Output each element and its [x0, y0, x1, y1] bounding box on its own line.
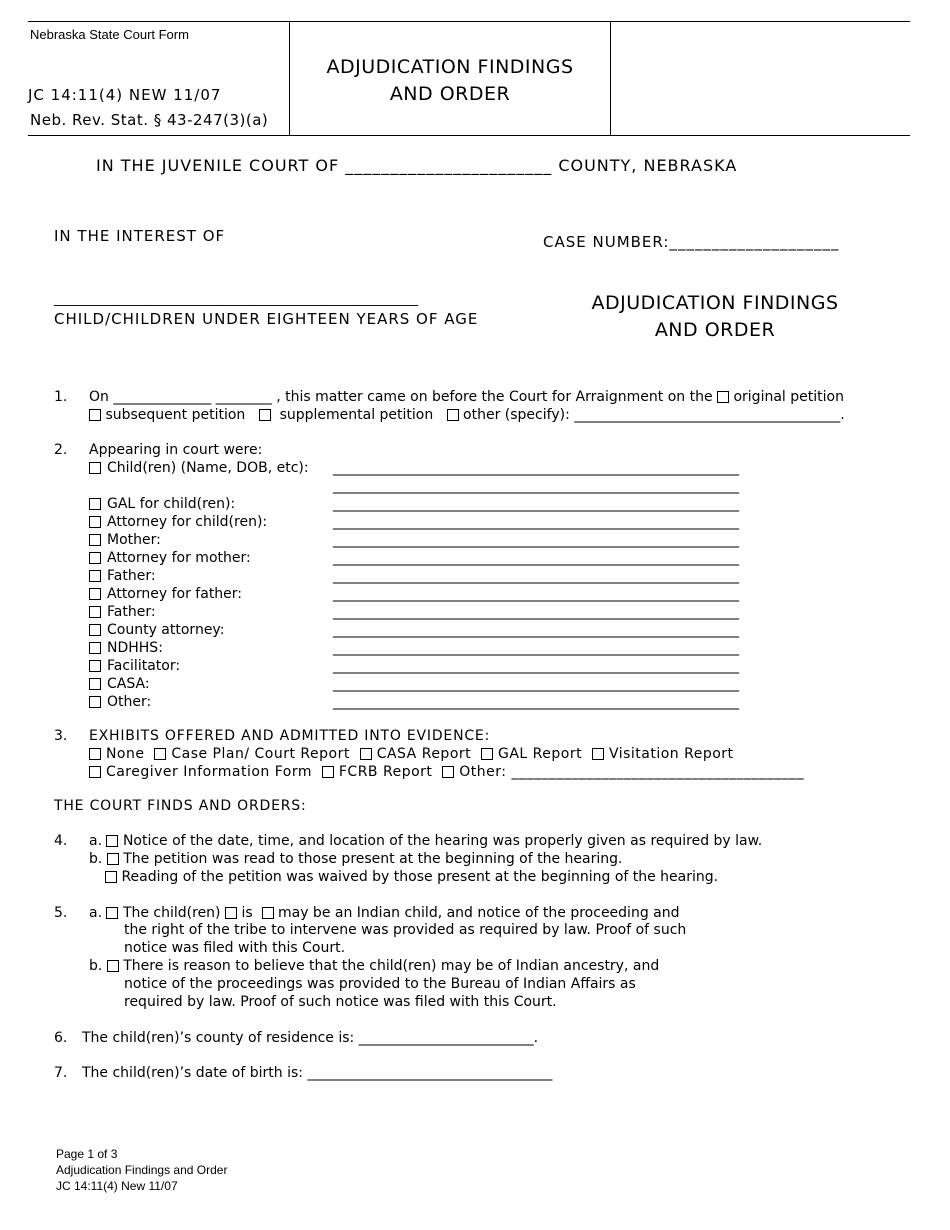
exhibit-gal-report-label: GAL Report [497, 746, 583, 762]
appearance-row [89, 586, 242, 602]
header-title-line1: ADJUDICATION FINDINGS [326, 56, 574, 78]
appearance-checkbox[interactable] [89, 498, 101, 510]
county-of-residence: The child(ren)’s county of residence is: _________________________. [82, 1030, 539, 1046]
header-divider [610, 22, 611, 135]
appearance-row [89, 460, 309, 476]
item-4b-label: b. [89, 851, 103, 867]
exhibit-case-plan-label: Case Plan/ Court Report [171, 746, 350, 762]
appearance-label: Father: [107, 604, 156, 620]
appearance-blank-line[interactable]: __________________________________________________________ [333, 658, 739, 674]
item-1-line2 [89, 407, 845, 423]
footer-title: Adjudication Findings and Order [56, 1163, 228, 1177]
item-4b [89, 851, 622, 867]
appearance-checkbox[interactable] [89, 552, 101, 564]
item-7-number: 7. [54, 1065, 68, 1081]
item-1-line1 [89, 389, 844, 405]
item-6-number: 6. [54, 1030, 68, 1046]
subsequent-petition-label: subsequent petition [105, 407, 246, 423]
appearance-checkbox[interactable] [89, 624, 101, 636]
item-5a-part1: The child(ren) [122, 905, 221, 921]
item-1-number: 1. [54, 389, 68, 405]
exhibit-visitation-report-checkbox[interactable] [592, 748, 604, 760]
petition-read-checkbox[interactable] [107, 853, 119, 865]
appearance-label: CASA: [107, 676, 150, 692]
appearance-blank-line[interactable]: __________________________________________________________ [333, 478, 739, 494]
appearance-checkbox[interactable] [89, 678, 101, 690]
indian-ancestry-checkbox[interactable] [107, 960, 119, 972]
document-title-line1: ADJUDICATION FINDINGS [591, 292, 839, 314]
supplemental-petition-label: supplemental petition [279, 407, 434, 423]
exhibit-caregiver-form-label: Caregiver Information Form [105, 764, 313, 780]
appearance-checkbox[interactable] [89, 606, 101, 618]
header-title [290, 54, 610, 108]
item-1-date-text: On ______________ ________ , this matter came on before the Court for Arraignment on the [89, 389, 713, 405]
item-5b-label: b. [89, 958, 103, 974]
appearance-blank-line[interactable]: __________________________________________________________ [333, 568, 739, 584]
appearance-blank-line[interactable]: __________________________________________________________ [333, 496, 739, 512]
appearance-blank-line[interactable]: __________________________________________________________ [333, 550, 739, 566]
exhibit-casa-report-label: CASA Report [376, 746, 472, 762]
appearance-blank-line[interactable]: __________________________________________________________ [333, 694, 739, 710]
exhibits-row-1 [89, 746, 734, 762]
form-code: JC 14:11(4) NEW 11/07 [28, 86, 222, 104]
appearance-label: Facilitator: [107, 658, 181, 674]
child-name-blank: ________________________________________________________ [54, 292, 418, 307]
exhibit-gal-report-checkbox[interactable] [481, 748, 493, 760]
appearance-blank-line[interactable]: __________________________________________________________ [333, 676, 739, 692]
exhibit-caregiver-form-checkbox[interactable] [89, 766, 101, 778]
item-3-number: 3. [54, 728, 68, 744]
exhibit-other-checkbox[interactable] [442, 766, 454, 778]
exhibit-other-label: Other: _______________________________________ [459, 764, 804, 780]
item-5b [89, 958, 659, 974]
other-petition-checkbox[interactable] [447, 409, 459, 421]
item-5a-label: a. [89, 905, 103, 921]
subsequent-petition-checkbox[interactable] [89, 409, 101, 421]
appearance-row [89, 622, 224, 638]
exhibits-heading: EXHIBITS OFFERED AND ADMITTED INTO EVIDENCE: [89, 728, 491, 744]
supplemental-petition-checkbox[interactable] [259, 409, 271, 421]
appearance-label: Mother: [107, 532, 161, 548]
item-5a-is: is [241, 905, 253, 921]
appearance-blank-line[interactable]: __________________________________________________________ [333, 640, 739, 656]
case-number: CASE NUMBER:____________________ [543, 233, 840, 251]
form-header [28, 21, 910, 136]
statute: Neb. Rev. Stat. § 43-247(3)(a) [30, 111, 269, 129]
exhibit-fcrb-report-label: FCRB Report [338, 764, 433, 780]
date-of-birth: The child(ren)’s date of birth is: ___________________________________ [82, 1065, 553, 1081]
appearance-checkbox[interactable] [89, 642, 101, 654]
reading-waived-checkbox[interactable] [105, 871, 117, 883]
item-5a [89, 905, 680, 921]
notice-given-checkbox[interactable] [106, 835, 118, 847]
appearance-label: Father: [107, 568, 156, 584]
appearance-row [89, 532, 161, 548]
child-caption: CHILD/CHILDREN UNDER EIGHTEEN YEARS OF AGE [54, 310, 479, 328]
exhibit-none-label: None [105, 746, 145, 762]
appearance-row [89, 694, 151, 710]
exhibit-visitation-report-label: Visitation Report [608, 746, 734, 762]
appearance-checkbox[interactable] [89, 696, 101, 708]
appearance-label: Attorney for mother: [107, 550, 251, 566]
appearance-checkbox[interactable] [89, 570, 101, 582]
appearance-checkbox[interactable] [89, 534, 101, 546]
appearance-row [89, 658, 180, 674]
indian-child-checkbox[interactable] [106, 907, 118, 919]
item-4b-text: The petition was read to those present at the beginning of the hearing. [123, 851, 623, 867]
footer-page: Page 1 of 3 [56, 1147, 118, 1161]
appearance-checkbox[interactable] [89, 516, 101, 528]
appearance-label: GAL for child(ren): [107, 496, 236, 512]
document-title [560, 290, 870, 344]
may-be-indian-child-checkbox[interactable] [262, 907, 274, 919]
form-source: Nebraska State Court Form [30, 27, 189, 42]
item-4a-text: Notice of the date, time, and location of the hearing was properly given as required by law. [122, 833, 763, 849]
document-title-line2: AND ORDER [654, 319, 776, 341]
exhibit-casa-report-checkbox[interactable] [360, 748, 372, 760]
item-2-heading: Appearing in court were: [89, 442, 263, 458]
appearance-blank-line[interactable]: __________________________________________________________ [333, 604, 739, 620]
header-title-line2: AND ORDER [389, 83, 511, 105]
appearance-row [89, 550, 251, 566]
appearance-label: NDHHS: [107, 640, 163, 656]
appearance-row [89, 676, 150, 692]
appearance-label: Child(ren) (Name, DOB, etc): [107, 460, 309, 476]
appearance-blank-line[interactable]: __________________________________________________________ [333, 460, 739, 476]
original-petition-checkbox[interactable] [717, 391, 729, 403]
item-5b-line2: notice of the proceedings was provided to the Bureau of Indian Affairs as [124, 976, 636, 992]
appearance-blank-line[interactable]: __________________________________________________________ [333, 514, 739, 530]
appearance-row [89, 514, 267, 530]
exhibit-case-plan-checkbox[interactable] [154, 748, 166, 760]
court-finds-heading: THE COURT FINDS AND ORDERS: [54, 798, 307, 814]
footer-code: JC 14:11(4) New 11/07 [56, 1179, 178, 1193]
appearance-label: County attorney: [107, 622, 225, 638]
appearance-row [89, 568, 156, 584]
appearance-blank-line[interactable]: __________________________________________________________ [333, 622, 739, 638]
appearance-label: Attorney for child(ren): [107, 514, 268, 530]
item-2-number: 2. [54, 442, 68, 458]
appearance-label: Other: [107, 694, 152, 710]
court-line: IN THE JUVENILE COURT OF _______________________ COUNTY, NEBRASKA [96, 156, 738, 175]
item-5b-line1: There is reason to believe that the child(ren) may be of Indian ancestry, and [123, 958, 660, 974]
appearance-blank-line[interactable]: __________________________________________________________ [333, 586, 739, 602]
item-4-number: 4. [54, 833, 68, 849]
exhibit-fcrb-report-checkbox[interactable] [322, 766, 334, 778]
appearance-checkbox[interactable] [89, 462, 101, 474]
appearance-row [89, 640, 163, 656]
exhibits-row-2 [89, 764, 804, 780]
appearance-label: Attorney for father: [107, 586, 243, 602]
original-petition-label: original petition [733, 389, 844, 405]
item-5a-line2: the right of the tribe to intervene was provided as required by law. Proof of such [124, 922, 687, 938]
appearance-row [89, 604, 156, 620]
item-4a [89, 833, 762, 849]
other-petition-label: other (specify): ______________________________________. [463, 407, 845, 423]
is-indian-child-checkbox[interactable] [225, 907, 237, 919]
item-5b-line3: required by law. Proof of such notice was filed with this Court. [124, 994, 557, 1010]
appearance-row [89, 496, 235, 512]
interest-of: IN THE INTEREST OF [54, 227, 226, 245]
appearance-blank-line[interactable]: __________________________________________________________ [333, 532, 739, 548]
appearance-checkbox[interactable] [89, 660, 101, 672]
item-5a-line3: notice was filed with this Court. [124, 940, 346, 956]
exhibit-none-checkbox[interactable] [89, 748, 101, 760]
item-4c [105, 869, 718, 885]
item-5a-part2: may be an Indian child, and notice of the proceeding and [277, 905, 680, 921]
appearance-checkbox[interactable] [89, 588, 101, 600]
item-4c-text: Reading of the petition was waived by those present at the beginning of the hearing. [121, 869, 719, 885]
item-5-number: 5. [54, 905, 68, 921]
item-4a-label: a. [89, 833, 103, 849]
